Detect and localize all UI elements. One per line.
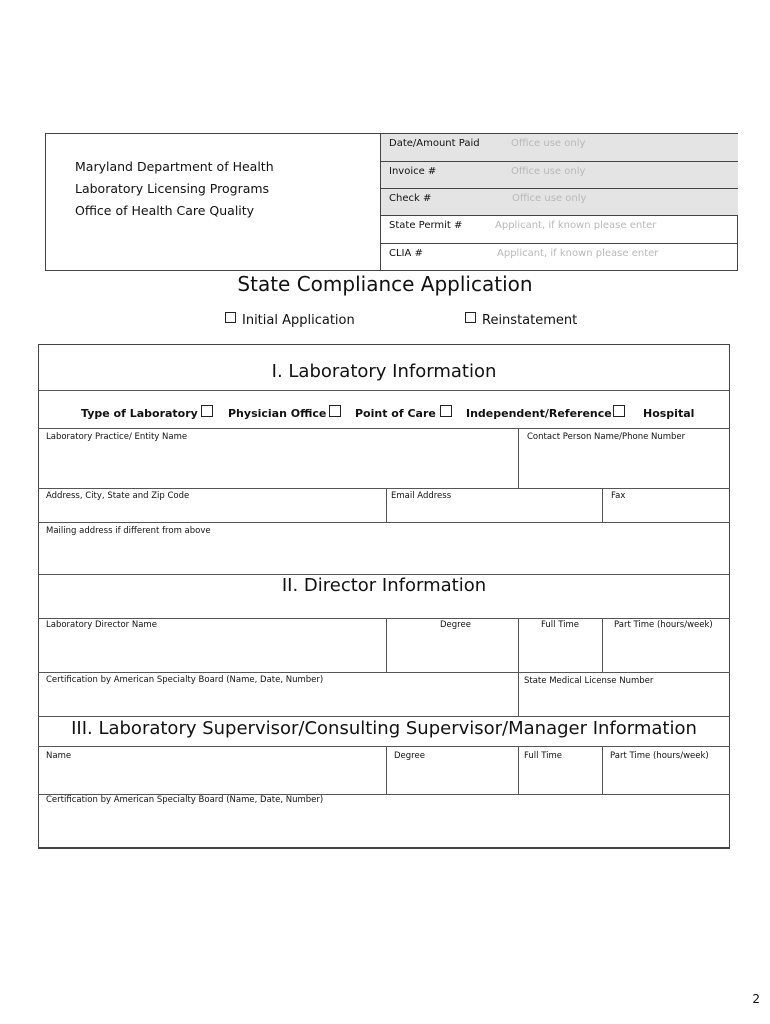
divider bbox=[38, 618, 730, 619]
clia-row[interactable] bbox=[380, 243, 738, 271]
meta-value: Office use only bbox=[511, 166, 586, 177]
checkbox-icon[interactable] bbox=[465, 312, 476, 323]
degree-field[interactable]: Degree bbox=[440, 620, 471, 630]
divider bbox=[518, 428, 519, 488]
divider bbox=[38, 428, 730, 429]
meta-label: State Permit # bbox=[389, 220, 463, 231]
email-field[interactable]: Email Address bbox=[391, 491, 452, 501]
meta-value: Applicant, if known please enter bbox=[495, 220, 657, 231]
type-option-label: Independent/Reference bbox=[466, 407, 612, 420]
date-amount-paid-row bbox=[380, 133, 738, 161]
option-label: Initial Application bbox=[242, 313, 355, 328]
checkbox-icon[interactable] bbox=[201, 405, 213, 417]
divider bbox=[518, 746, 519, 794]
supervisor-name-field[interactable]: Name bbox=[46, 751, 72, 761]
part-time-field[interactable]: Part Time (hours/week) bbox=[614, 620, 713, 630]
full-time-field[interactable]: Full Time bbox=[524, 751, 563, 761]
org-line: Office of Health Care Quality bbox=[75, 203, 255, 218]
mailing-address-field[interactable]: Mailing address if different from above bbox=[46, 526, 211, 536]
practice-name-field[interactable]: Laboratory Practice/ Entity Name bbox=[46, 432, 188, 442]
checkbox-icon[interactable] bbox=[225, 312, 236, 323]
invoice-row bbox=[380, 161, 738, 189]
divider bbox=[38, 390, 730, 391]
medical-license-field[interactable]: State Medical License Number bbox=[524, 676, 654, 686]
section-heading: III. Laboratory Supervisor/Consulting Supervisor/Manager Information bbox=[71, 718, 697, 739]
organization-block bbox=[75, 156, 274, 222]
address-field[interactable]: Address, City, State and Zip Code bbox=[46, 491, 190, 501]
section-heading: II. Director Information bbox=[281, 575, 487, 596]
form-title: State Compliance Application bbox=[237, 272, 533, 296]
divider bbox=[38, 672, 730, 673]
divider bbox=[386, 746, 387, 794]
divider bbox=[386, 488, 387, 522]
checkbox-icon[interactable] bbox=[440, 405, 452, 417]
meta-value: Office use only bbox=[512, 193, 587, 204]
page-number: 2 bbox=[752, 992, 760, 1006]
type-option-label: Physician Office bbox=[228, 407, 327, 420]
director-name-field[interactable]: Laboratory Director Name bbox=[46, 620, 157, 630]
option-label: Reinstatement bbox=[482, 313, 578, 328]
meta-value: Applicant, if known please enter bbox=[497, 248, 659, 259]
state-permit-row[interactable] bbox=[380, 215, 738, 243]
org-line: Laboratory Licensing Programs bbox=[75, 181, 270, 196]
divider bbox=[38, 488, 730, 489]
section-heading: I. Laboratory Information bbox=[271, 361, 497, 382]
full-time-field[interactable]: Full Time bbox=[541, 620, 580, 630]
meta-label: Check # bbox=[389, 193, 432, 204]
meta-value: Office use only bbox=[511, 138, 586, 149]
reinstatement-option[interactable] bbox=[465, 312, 577, 328]
contact-person-field[interactable]: Contact Person Name/Phone Number bbox=[527, 432, 686, 442]
type-option-label: Hospital bbox=[643, 407, 695, 420]
part-time-field[interactable]: Part Time (hours/week) bbox=[610, 751, 709, 761]
divider bbox=[38, 522, 730, 523]
fax-field[interactable]: Fax bbox=[611, 491, 626, 501]
divider bbox=[386, 618, 387, 672]
meta-label: Date/Amount Paid bbox=[389, 138, 480, 149]
divider bbox=[602, 746, 603, 794]
meta-label: CLIA # bbox=[389, 248, 423, 259]
degree-field[interactable]: Degree bbox=[394, 751, 425, 761]
divider bbox=[602, 488, 603, 522]
meta-label: Invoice # bbox=[389, 166, 437, 177]
divider bbox=[38, 746, 730, 747]
divider bbox=[38, 716, 730, 717]
checkbox-icon[interactable] bbox=[329, 405, 341, 417]
divider bbox=[518, 618, 519, 716]
type-of-laboratory-label: Type of Laboratory bbox=[81, 407, 198, 420]
certification-field[interactable]: Certification by American Specialty Board (Name, Date, Number) bbox=[46, 795, 324, 805]
type-option-label: Point of Care bbox=[355, 407, 436, 420]
certification-field[interactable]: Certification by American Specialty Board (Name, Date, Number) bbox=[46, 675, 324, 685]
divider bbox=[602, 618, 603, 672]
org-line: Maryland Department of Health bbox=[75, 159, 274, 174]
initial-application-option[interactable] bbox=[225, 312, 355, 328]
check-row bbox=[380, 188, 738, 216]
checkbox-icon[interactable] bbox=[613, 405, 625, 417]
